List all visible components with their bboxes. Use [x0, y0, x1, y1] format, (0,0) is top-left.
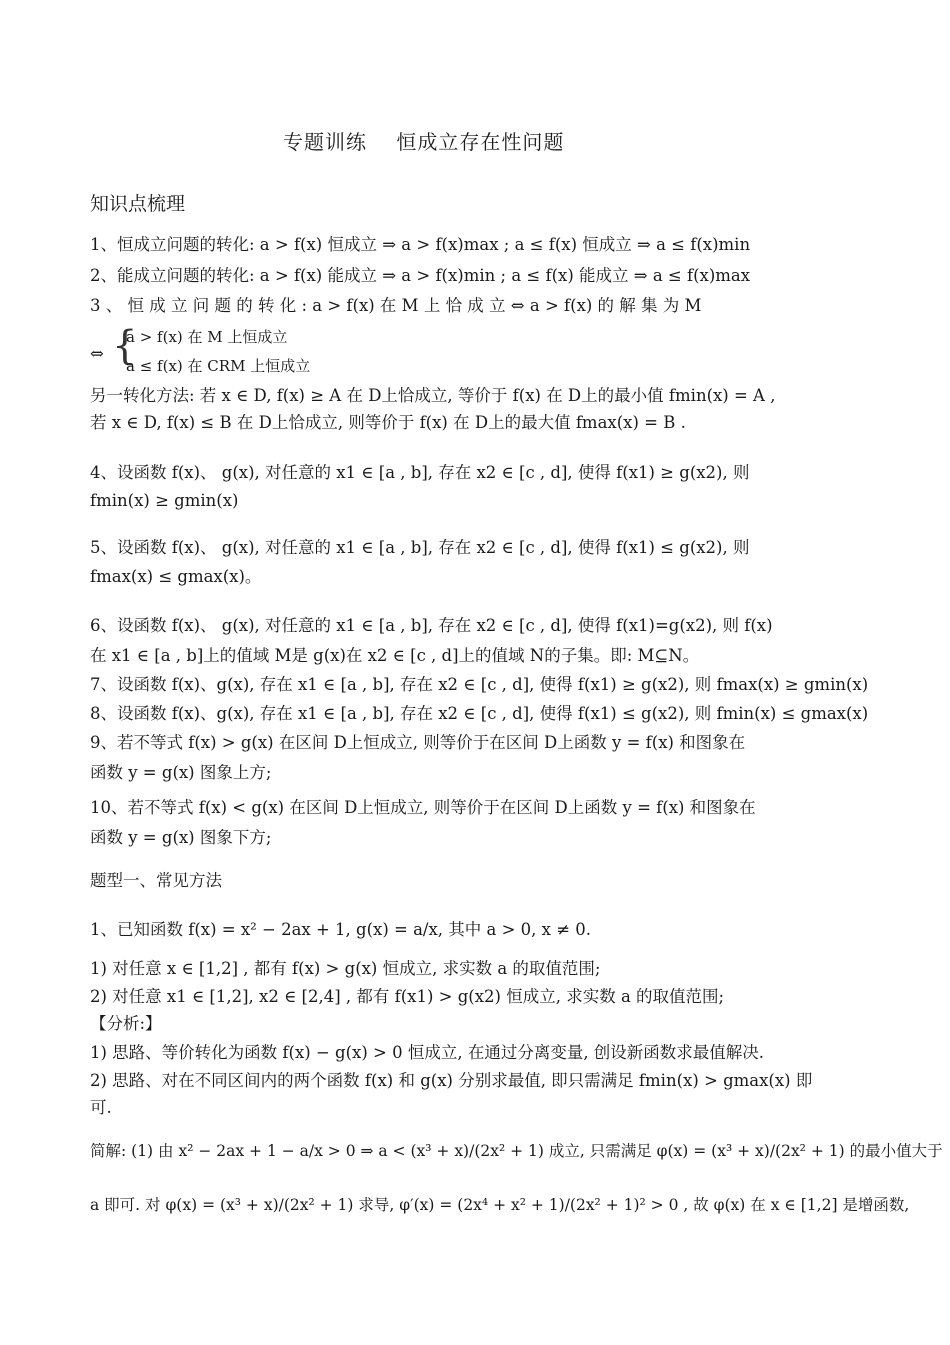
equivalence-symbol: ⇔	[90, 344, 104, 363]
rule-3: 3 、 恒 成 立 问 题 的 转 化 : a > f(x) 在 M 上 恰 成 立 ⇔ a > f(x) 的 解 集 为 M	[90, 296, 702, 315]
problem-1-part-1: 1) 对任意 x ∈ [1,2] , 都有 f(x) > g(x) 恒成立, 求实数 a 的取值范围;	[90, 959, 601, 978]
rule-5: 5、设函数 f(x)、 g(x), 对任意的 x1 ∈ [a , b], 存在 x2 ∈ [c , d], 使得 f(x1) ≤ g(x2), 则	[90, 538, 750, 557]
rule-4-result: fmin(x) ≥ gmin(x)	[90, 491, 239, 510]
rule-4: 4、设函数 f(x)、 g(x), 对任意的 x1 ∈ [a , b], 存在 x2 ∈ [c , d], 使得 f(x1) ≥ g(x2), 则	[90, 463, 750, 482]
rule-10-cont: 函数 y = g(x) 图象下方;	[90, 828, 272, 847]
rule-2: 2、能成立问题的转化: a > f(x) 能成立 ⇒ a > f(x)min ; a ≤ f(x) 能成立 ⇒ a ≤ f(x)max	[90, 266, 751, 285]
rule-6-cont: 在 x1 ∈ [a , b]上的值域 M是 g(x)在 x2 ∈ [c , d]上的值域 N的子集。即: M⊆N。	[90, 646, 700, 665]
analysis-heading: 【分析:】	[90, 1014, 162, 1033]
problem-1: 1、已知函数 f(x) = x² − 2ax + 1, g(x) = a/x, 其中 a > 0, x ≠ 0.	[90, 920, 592, 939]
rule-10: 10、若不等式 f(x) < g(x) 在区间 D上恒成立, 则等价于在区间 D上函数 y = f(x) 和图象在	[90, 798, 756, 817]
rule-alt-1: 另一转化方法: 若 x ∈ D, f(x) ≥ A 在 D上恰成立, 等价于 f(x) 在 D上的最小值 fmin(x) = A ,	[90, 386, 776, 405]
rule-alt-2: 若 x ∈ D, f(x) ≤ B 在 D上恰成立, 则等价于 f(x) 在 D上的最大值 fmax(x) = B .	[90, 413, 686, 432]
rule-9: 9、若不等式 f(x) > g(x) 在区间 D上恒成立, 则等价于在区间 D上函数 y = f(x) 和图象在	[90, 733, 746, 752]
rule-5-result: fmax(x) ≤ gmax(x)。	[90, 567, 262, 586]
analysis-2: 2) 思路、对在不同区间内的两个函数 f(x) 和 g(x) 分别求最值, 即只需满足 fmin(x) > gmax(x) 即	[90, 1071, 813, 1090]
page-title: 专题训练 恒成立存在性问题	[283, 130, 565, 154]
solution-line-2: a 即可. 对 φ(x) = (x³ + x)/(2x² + 1) 求导, φ′(x) = (2x⁴ + x² + 1)/(2x² + 1)² > 0 , 故 φ(x) 在 x ∈ [1,2] 是增函数,	[90, 1196, 910, 1214]
analysis-2-cont: 可.	[90, 1098, 112, 1117]
rule-1: 1、恒成立问题的转化: a > f(x) 恒成立 ⇒ a > f(x)max ; a ≤ f(x) 恒成立 ⇒ a ≤ f(x)min	[90, 235, 751, 254]
rule-7: 7、设函数 f(x)、g(x), 存在 x1 ∈ [a , b], 存在 x2 ∈ [c , d], 使得 f(x1) ≥ g(x2), 则 fmax(x) ≥ gmin(x)	[90, 675, 869, 694]
problem-1-part-2: 2) 对任意 x1 ∈ [1,2], x2 ∈ [2,4] , 都有 f(x1) > g(x2) 恒成立, 求实数 a 的取值范围;	[90, 987, 725, 1006]
solution-line-1: 简解: (1) 由 x² − 2ax + 1 − a/x > 0 ⇒ a < (x³ + x)/(2x² + 1) 成立, 只需满足 φ(x) = (x³ + x)/(2x² + 1) 的最小值大于	[90, 1142, 943, 1160]
rule-6: 6、设函数 f(x)、 g(x), 对任意的 x1 ∈ [a , b], 存在 x2 ∈ [c , d], 使得 f(x1)=g(x2), 则 f(x)	[90, 616, 773, 635]
rule-8: 8、设函数 f(x)、g(x), 存在 x1 ∈ [a , b], 存在 x2 ∈ [c , d], 使得 f(x1) ≤ g(x2), 则 fmin(x) ≤ gmax(x)	[90, 704, 869, 723]
rule-9-cont: 函数 y = g(x) 图象上方;	[90, 763, 272, 782]
section-heading-knowledge: 知识点梳理	[90, 193, 186, 215]
rule-3-case-b: a ≤ f(x) 在 CRM 上恒成立	[126, 357, 311, 375]
section-heading-type1: 题型一、常见方法	[90, 871, 222, 890]
analysis-1: 1) 思路、等价转化为函数 f(x) − g(x) > 0 恒成立, 在通过分离变量, 创设新函数求最值解决.	[90, 1043, 765, 1062]
brace-symbol: {	[112, 323, 138, 369]
rule-3-case-a: a > f(x) 在 M 上恒成立	[126, 328, 288, 346]
